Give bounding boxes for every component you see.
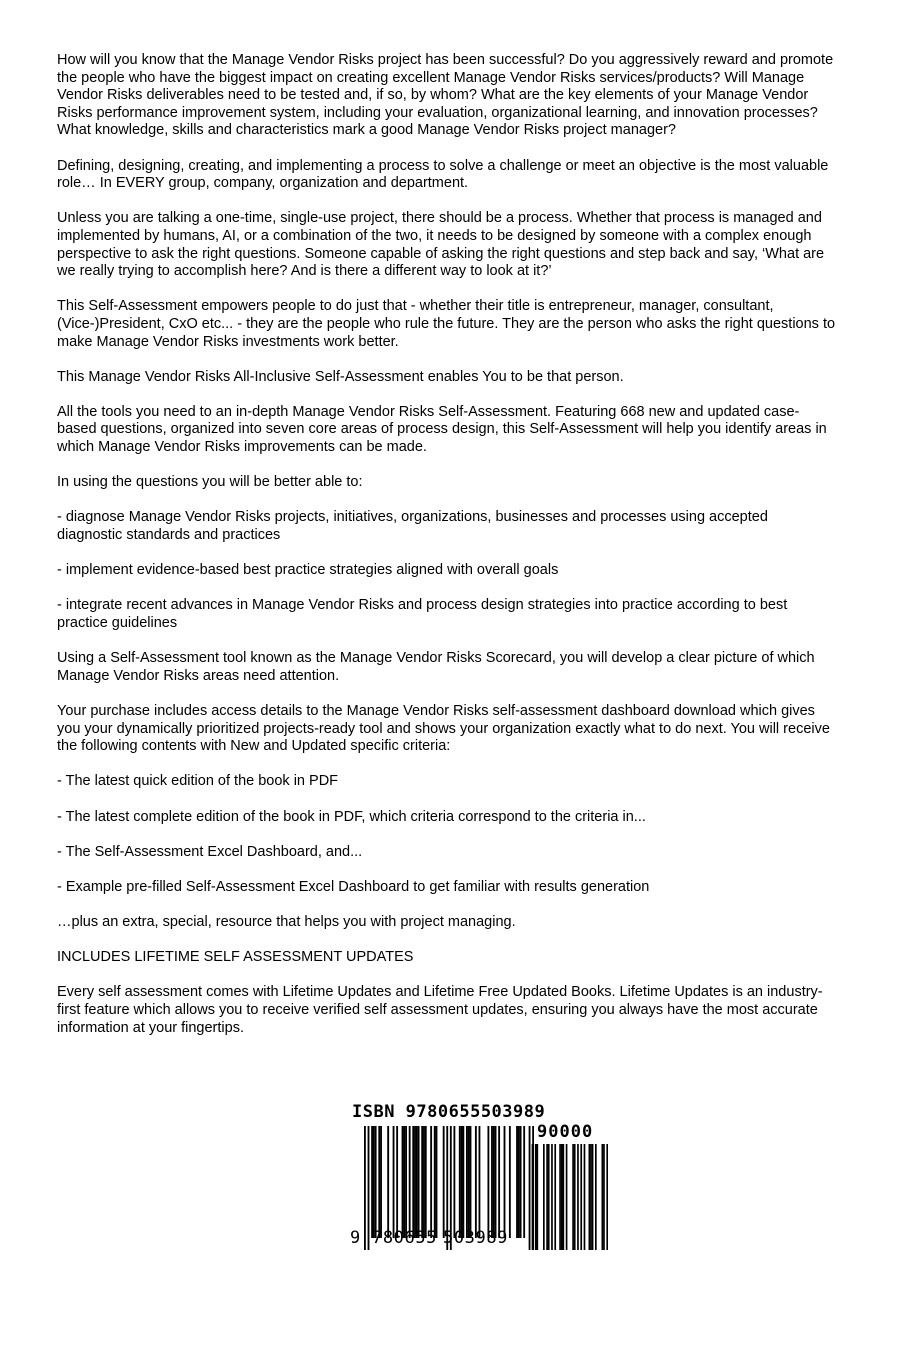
paragraph-intro-questions: How will you know that the Manage Vendor Risks project has been successful? Do you aggressively reward and promote the people who have the biggest impact on creating excellent Manage Vendor Risks services/products? Will Manage Vendor Risks deliverables need to be tested and, if so, by whom? What are the key elements of your Manage Vendor Risks performance improvement system, including your evaluation, organizational learning, and innovation processes? What knowledge, skills and characteristics mark a good Manage Vendor Risks project manager? [57,52,834,139]
back-cover-text [57,52,837,1055]
barcode-bar [475,1126,477,1238]
addon-bar [589,1144,591,1250]
addon-bar [537,1144,539,1250]
list-item-integrate: - integrate recent advances in Manage Vendor Risks and process design strategies into practice according to best practice guidelines [57,597,788,631]
barcode-bar [443,1126,445,1238]
barcode-bar [371,1126,373,1238]
price-addon-bars [530,1144,608,1254]
list-item-example-dashboard: - Example pre-filled Self-Assessment Excel Dashboard to get familiar with results generation [57,878,650,895]
paragraph-empowers: This Self-Assessment empowers people to do just that - whether their title is entrepreneur, manager, consultant, (Vice-)President, CxO etc... - they are the people who rule the future. They are the person who asks the right questions to make Manage Vendor Risks investments work better. [57,298,836,350]
paragraph-tools: All the tools you need to an in-depth Manage Vendor Risks Self-Assessment. Featuring 668 new and updated case-based questions, organized into seven core areas of process design, this Self-Assessment will help you identify areas in which Manage Vendor Risks improvements can be made. [57,403,827,456]
ean-right-group: 503989 [443,1228,509,1248]
addon-bar [563,1144,565,1250]
paragraph-lifetime-heading: INCLUDES LIFETIME SELF ASSESSMENT UPDATES [57,949,414,966]
barcode-bar [375,1126,377,1238]
paragraph-lifetime-updates: Every self assessment comes with Lifetime Updates and Lifetime Free Updated Books. Lifetime Updates is an industry-first feature which allows you to receive verified self assessment updates, ensuring you always have the most accurate information at your fingertips. [57,984,823,1036]
addon-bar [551,1144,553,1250]
addon-bar [554,1144,556,1250]
addon-bar [548,1144,550,1250]
list-item-dashboard: - The Self-Assessment Excel Dashboard, and... [57,843,363,860]
barcode-bar [468,1126,470,1238]
addon-bar [546,1144,548,1250]
barcode-bar [493,1126,495,1238]
addon-bar [532,1144,534,1250]
barcode-guard-bar [368,1126,370,1250]
isbn-label: ISBN 9780655503989 [352,1102,546,1122]
paragraph-using-questions: In using the questions you will be better able to: [57,474,363,491]
addon-bar [595,1144,597,1250]
addon-bar [580,1144,582,1250]
barcode-bar [487,1126,489,1238]
barcode-bar [393,1126,395,1238]
barcode-bar [414,1126,416,1238]
barcode-bar [405,1126,407,1238]
list-item-implement: - implement evidence-based best practice strategies aligned with overall goals [57,562,559,579]
addon-bar [566,1144,568,1250]
paragraph-enables: This Manage Vendor Risks All-Inclusive Self-Assessment enables You to be that person. [57,368,624,385]
barcode-bar [416,1126,418,1238]
barcode-bar [509,1126,511,1238]
barcode-bar [423,1126,425,1238]
barcode-bar [520,1126,522,1238]
addon-bar [574,1144,576,1250]
barcode-bar [461,1126,463,1238]
barcode-bar [373,1126,375,1238]
barcode-bar [462,1126,464,1238]
barcode-bar [396,1126,398,1238]
barcode-bar [523,1126,525,1238]
addon-bar [559,1144,561,1250]
price-code: 90000 [537,1122,594,1142]
barcode-bar [425,1126,427,1238]
list-item-quick-edition: - The latest quick edition of the book in PDF [57,773,339,790]
barcode-bar [421,1126,423,1238]
addon-bar [561,1144,563,1250]
addon-bar [535,1144,537,1250]
paragraph-process: Unless you are talking a one-time, single-use project, there should be a process. Whether that process is managed and implemented by humans, AI, or a combination of the two, it needs to be designed by someone with a complex enough perspective to ask the right questions. Someone capable of asking the right questions and step back and say, ‘What are we really trying to accomplish here? And is there a different way to look at it?’ [57,210,825,280]
barcode-bar [495,1126,497,1238]
barcode-bar [402,1126,404,1238]
addon-bar [572,1144,574,1250]
paragraph-plus-extra: …plus an extra, special, resource that helps you with project managing. [57,914,516,931]
addon-bar [584,1144,586,1250]
addon-bar [592,1144,594,1250]
addon-bar [577,1144,579,1250]
barcode-bar [518,1126,520,1238]
barcode-bar [479,1126,481,1238]
addon-bar [603,1144,605,1250]
addon-bar [543,1144,545,1250]
barcode-bar [516,1126,518,1238]
barcode-bar [498,1126,500,1238]
list-item-diagnose: - diagnose Manage Vendor Risks projects, initiatives, organizations, businesses and processes using accepted diagnostic standards and practices [57,509,768,544]
barcode-guard-bar [364,1126,366,1250]
barcode-bar [436,1126,438,1238]
paragraph-scorecard: Using a Self-Assessment tool known as the Manage Vendor Risks Scorecard, you will develop a clear picture of which Manage Vendor Risks areas need attention. [57,650,815,684]
barcode-bar [434,1126,436,1238]
barcode-bar [430,1126,432,1238]
barcode-bar [418,1126,420,1238]
barcode-bar [387,1126,389,1238]
barcode-bar [412,1126,414,1238]
ean-left-group: 780655 [372,1228,438,1248]
addon-bar [590,1144,592,1250]
barcode-bar [378,1126,380,1238]
addon-bar [606,1144,608,1250]
isbn-barcode [350,1102,610,1252]
barcode-bar [409,1126,411,1238]
barcode-bar [504,1126,506,1238]
barcode-bar [380,1126,382,1238]
barcode-bar [491,1126,493,1238]
ean-first-digit: 9 [350,1228,361,1248]
paragraph-purchase: Your purchase includes access details to the Manage Vendor Risks self-assessment dashboard download which gives you your dynamically prioritized projects-ready tool and shows your organization exactly what to do next. You will receive the following contents with New and Updated specific criteria: [57,702,830,755]
addon-bar [602,1144,604,1250]
barcode-bar [466,1126,468,1238]
barcode-bar [403,1126,405,1238]
paragraph-defining: Defining, designing, creating, and implementing a process to solve a challenge or meet an objective is the most valuable role… In EVERY group, company, organization and department. [57,157,829,192]
list-item-complete-edition: - The latest complete edition of the book in PDF, which criteria correspond to the criteria in... [57,808,646,825]
barcode-bar [459,1126,461,1238]
barcode-bar [470,1126,472,1238]
barcode-bar [453,1126,455,1238]
